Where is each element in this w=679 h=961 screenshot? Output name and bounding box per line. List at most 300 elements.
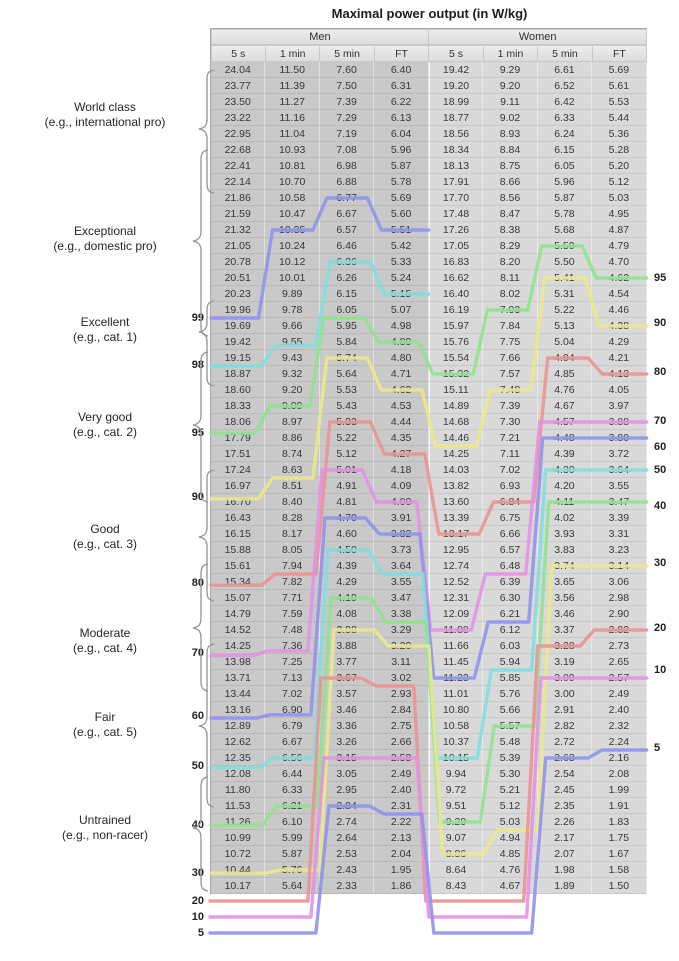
table-cell: 1.99 <box>592 782 646 798</box>
table-cell: 4.46 <box>592 302 646 318</box>
table-cell: 23.77 <box>211 78 265 94</box>
table-cell: 6.40 <box>374 62 428 78</box>
category-example: (e.g., cat. 5) <box>72 725 138 739</box>
table-cell: 2.17 <box>538 830 592 846</box>
table-cell: 20.78 <box>211 254 265 270</box>
table-cell: 19.69 <box>211 318 265 334</box>
table-cell: 9.43 <box>265 350 319 366</box>
table-cell: 4.95 <box>592 206 646 222</box>
column-header-men-ft: FT <box>374 45 429 62</box>
table-cell: 5.95 <box>320 318 374 334</box>
table-cell: 5.59 <box>538 238 592 254</box>
table-cell: 5.03 <box>592 190 646 206</box>
table-cell: 22.14 <box>211 174 265 190</box>
table-cell: 5.12 <box>320 446 374 462</box>
category-example: (e.g., cat. 3) <box>72 537 138 551</box>
table-cell: 4.85 <box>483 846 537 862</box>
table-cell: 7.02 <box>483 462 537 478</box>
table-cell: 9.09 <box>265 398 319 414</box>
table-cell: 5.61 <box>592 78 646 94</box>
table-cell: 3.80 <box>592 430 646 446</box>
table-cell: 2.74 <box>320 814 374 830</box>
table-cell: 2.49 <box>374 766 428 782</box>
percentile-label-right-40: 40 <box>654 500 667 512</box>
table-cell: 2.53 <box>320 846 374 862</box>
table-cell: 10.15 <box>429 750 483 766</box>
table-cell: 12.35 <box>211 750 265 766</box>
table-cell: 9.29 <box>429 814 483 830</box>
table-cell: 3.37 <box>538 622 592 638</box>
table-cell: 5.96 <box>374 142 428 158</box>
table-cell: 4.29 <box>592 334 646 350</box>
table-cell: 2.95 <box>320 782 374 798</box>
table-cell: 3.88 <box>592 414 646 430</box>
table-cell: 3.19 <box>538 654 592 670</box>
table-cell: 6.03 <box>483 638 537 654</box>
table-cell: 7.19 <box>320 126 374 142</box>
table-cell: 2.24 <box>592 734 646 750</box>
table-cell: 6.26 <box>320 270 374 286</box>
table-cell: 2.84 <box>320 798 374 814</box>
table-cell: 4.91 <box>320 478 374 494</box>
percentile-label-right-20: 20 <box>654 622 667 634</box>
table-cell: 3.39 <box>592 510 646 526</box>
table-cell: 18.56 <box>429 126 483 142</box>
table-cell: 5.22 <box>538 302 592 318</box>
percentile-label-left-20: 20 <box>191 895 204 907</box>
table-cell: 4.02 <box>538 510 592 526</box>
table-cell: 14.68 <box>429 414 483 430</box>
table-cell: 2.90 <box>592 606 646 622</box>
column-header-women-5-min: 5 min <box>537 45 592 62</box>
category-example: (e.g., cat. 1) <box>72 330 138 344</box>
table-cell: 9.72 <box>429 782 483 798</box>
table-cell: 3.64 <box>374 558 428 574</box>
chart-title: Maximal power output (in W/kg) <box>331 6 528 21</box>
table-cell: 4.71 <box>374 366 428 382</box>
table-cell: 3.20 <box>374 638 428 654</box>
group-header-women: Women <box>428 29 647 45</box>
table-cell: 5.53 <box>592 94 646 110</box>
category-label-world-class <box>6 100 204 130</box>
table-cell: 2.26 <box>538 814 592 830</box>
table-cell: 10.93 <box>265 142 319 158</box>
table-cell: 8.40 <box>265 494 319 510</box>
table-cell: 14.25 <box>211 638 265 654</box>
table-cell: 2.04 <box>374 846 428 862</box>
table-cell: 4.27 <box>374 446 428 462</box>
table-cell: 16.43 <box>211 510 265 526</box>
table-cell: 3.05 <box>320 766 374 782</box>
table-cell: 23.22 <box>211 110 265 126</box>
table-cell: 9.29 <box>483 62 537 78</box>
table-cell: 15.54 <box>429 350 483 366</box>
table-cell: 3.55 <box>592 478 646 494</box>
table-cell: 6.36 <box>320 254 374 270</box>
table-cell: 3.55 <box>374 574 428 590</box>
table-cell: 10.35 <box>265 222 319 238</box>
table-cell: 9.51 <box>429 798 483 814</box>
table-cell: 5.87 <box>538 190 592 206</box>
table-cell: 19.42 <box>211 334 265 350</box>
table-cell: 24.04 <box>211 62 265 78</box>
table-cell: 8.64 <box>429 862 483 878</box>
table-cell: 7.13 <box>265 670 319 686</box>
table-cell: 5.76 <box>483 686 537 702</box>
table-cell: 5.36 <box>592 126 646 142</box>
table-cell: 21.05 <box>211 238 265 254</box>
table-cell: 19.15 <box>211 350 265 366</box>
table-cell: 17.26 <box>429 222 483 238</box>
table-cell: 7.30 <box>483 414 537 430</box>
table-cell: 4.53 <box>374 398 428 414</box>
table-cell: 6.31 <box>374 78 428 94</box>
table-cell: 7.36 <box>265 638 319 654</box>
category-example: (e.g., cat. 2) <box>72 425 138 439</box>
table-cell: 5.15 <box>374 286 428 302</box>
table-cell: 2.45 <box>538 782 592 798</box>
table-cell: 8.75 <box>483 158 537 174</box>
table-cell: 7.39 <box>320 94 374 110</box>
table-cell: 6.42 <box>538 94 592 110</box>
table-cell: 13.44 <box>211 686 265 702</box>
table-cell: 6.39 <box>483 574 537 590</box>
table-cell: 18.60 <box>211 382 265 398</box>
table-cell: 2.32 <box>592 718 646 734</box>
table-cell: 20.51 <box>211 270 265 286</box>
table-cell: 5.12 <box>592 174 646 190</box>
table-cell: 4.48 <box>538 430 592 446</box>
table-cell: 2.40 <box>374 782 428 798</box>
table-cell: 4.94 <box>483 830 537 846</box>
table-cell: 2.43 <box>320 862 374 878</box>
table-cell: 8.17 <box>265 526 319 542</box>
table-cell: 21.32 <box>211 222 265 238</box>
table-cell: 5.96 <box>538 174 592 190</box>
table-cell: 16.19 <box>429 302 483 318</box>
table-cell: 11.53 <box>211 798 265 814</box>
table-cell: 2.31 <box>374 798 428 814</box>
table-cell: 15.34 <box>211 574 265 590</box>
table-cell: 7.25 <box>265 654 319 670</box>
table-cell: 2.65 <box>592 654 646 670</box>
table-cell: 6.79 <box>265 718 319 734</box>
table-cell: 12.95 <box>429 542 483 558</box>
table-cell: 14.25 <box>429 446 483 462</box>
table-cell: 5.84 <box>320 334 374 350</box>
table-cell: 12.52 <box>429 574 483 590</box>
table-cell: 2.33 <box>320 878 374 894</box>
table-cell: 3.64 <box>592 462 646 478</box>
table-cell: 3.67 <box>320 670 374 686</box>
table-cell: 1.98 <box>538 862 592 878</box>
table-cell: 2.58 <box>374 750 428 766</box>
table-cell: 6.93 <box>483 478 537 494</box>
table-cell: 10.01 <box>265 270 319 286</box>
table-cell: 5.43 <box>320 398 374 414</box>
table-cell: 6.48 <box>483 558 537 574</box>
table-cell: 12.08 <box>211 766 265 782</box>
table-cell: 4.50 <box>320 542 374 558</box>
table-cell: 7.75 <box>483 334 537 350</box>
percentile-label-left-10: 10 <box>191 911 204 923</box>
table-cell: 10.72 <box>211 846 265 862</box>
table-cell: 6.10 <box>265 814 319 830</box>
table-cell: 19.42 <box>429 62 483 78</box>
table-cell: 4.39 <box>538 446 592 462</box>
table-cell: 3.11 <box>374 654 428 670</box>
table-cell: 1.91 <box>592 798 646 814</box>
table-cell: 1.50 <box>592 878 646 894</box>
table-cell: 2.08 <box>592 766 646 782</box>
table-cell: 3.47 <box>592 494 646 510</box>
category-name: Good <box>90 522 120 536</box>
category-name: Moderate <box>79 626 131 640</box>
table-cell: 6.77 <box>320 190 374 206</box>
table-cell: 2.72 <box>538 734 592 750</box>
table-cell: 3.77 <box>320 654 374 670</box>
table-cell: 15.97 <box>429 318 483 334</box>
table-cell: 8.11 <box>483 270 537 286</box>
table-cell: 7.50 <box>320 78 374 94</box>
table-cell: 4.30 <box>538 462 592 478</box>
percentile-label-left-5: 5 <box>197 927 204 939</box>
table-cell: 3.83 <box>538 542 592 558</box>
table-cell: 18.34 <box>429 142 483 158</box>
table-cell: 4.13 <box>592 366 646 382</box>
table-cell: 17.48 <box>429 206 483 222</box>
table-cell: 15.61 <box>211 558 265 574</box>
table-cell: 5.20 <box>592 158 646 174</box>
table-cell: 9.11 <box>483 94 537 110</box>
table-cell: 6.13 <box>374 110 428 126</box>
table-cell: 5.57 <box>483 718 537 734</box>
table-cell: 6.22 <box>374 94 428 110</box>
table-cell: 6.56 <box>265 750 319 766</box>
table-cell: 2.13 <box>374 830 428 846</box>
table-cell: 5.42 <box>374 238 428 254</box>
category-name: Exceptional <box>73 224 137 238</box>
table-cell: 6.12 <box>483 622 537 638</box>
table-cell: 7.59 <box>265 606 319 622</box>
table-cell: 9.94 <box>429 766 483 782</box>
table-cell: 5.07 <box>374 302 428 318</box>
table-cell: 5.30 <box>483 766 537 782</box>
table-cell: 10.37 <box>429 734 483 750</box>
percentile-label-left-30: 30 <box>191 867 204 879</box>
table-cell: 9.89 <box>265 286 319 302</box>
table-cell: 2.98 <box>592 590 646 606</box>
table-cell: 4.79 <box>592 238 646 254</box>
table-cell: 2.35 <box>538 798 592 814</box>
table-cell: 14.03 <box>429 462 483 478</box>
table-cell: 3.38 <box>374 606 428 622</box>
table-cell: 17.24 <box>211 462 265 478</box>
table-cell: 8.43 <box>429 878 483 894</box>
table-cell: 21.59 <box>211 206 265 222</box>
percentile-label-left-99: 99 <box>191 312 204 324</box>
table-cell: 17.05 <box>429 238 483 254</box>
table-cell: 5.33 <box>374 254 428 270</box>
table-cell: 7.11 <box>483 446 537 462</box>
table-cell: 15.11 <box>429 382 483 398</box>
table-cell: 2.73 <box>592 638 646 654</box>
table-cell: 4.39 <box>320 558 374 574</box>
table-cell: 3.02 <box>374 670 428 686</box>
table-cell: 5.60 <box>374 206 428 222</box>
table-cell: 9.07 <box>429 830 483 846</box>
table-cell: 20.23 <box>211 286 265 302</box>
percentile-label-left-98: 98 <box>191 359 204 371</box>
table-cell: 10.24 <box>265 238 319 254</box>
table-cell: 7.39 <box>483 398 537 414</box>
table-cell: 5.50 <box>538 254 592 270</box>
table-cell: 8.86 <box>429 846 483 862</box>
table-cell: 4.67 <box>483 878 537 894</box>
percentile-label-right-80: 80 <box>654 366 667 378</box>
table-cell: 1.95 <box>374 862 428 878</box>
table-cell: 5.66 <box>483 702 537 718</box>
table-cell: 9.20 <box>265 382 319 398</box>
table-cell: 22.41 <box>211 158 265 174</box>
table-cell: 2.75 <box>374 718 428 734</box>
table-cell: 5.44 <box>592 110 646 126</box>
table-cell: 7.57 <box>483 366 537 382</box>
table-cell: 3.82 <box>374 526 428 542</box>
table-cell: 18.87 <box>211 366 265 382</box>
column-header-men-5-s: 5 s <box>211 45 266 62</box>
table-cell: 10.12 <box>265 254 319 270</box>
table-cell: 6.88 <box>320 174 374 190</box>
column-header-men-1-min: 1 min <box>265 45 320 62</box>
percentile-label-left-90: 90 <box>191 491 204 503</box>
column-header-women-1-min: 1 min <box>483 45 538 62</box>
table-cell: 3.09 <box>538 670 592 686</box>
table-cell: 15.07 <box>211 590 265 606</box>
table-cell: 4.67 <box>538 398 592 414</box>
table-cell: 3.06 <box>592 574 646 590</box>
table-cell: 5.53 <box>320 382 374 398</box>
table-cell: 4.70 <box>320 510 374 526</box>
table-cell: 4.60 <box>320 526 374 542</box>
table-cell: 5.04 <box>538 334 592 350</box>
table-cell: 11.04 <box>265 126 319 142</box>
column-header-women-ft: FT <box>592 45 647 62</box>
table-cell: 9.78 <box>265 302 319 318</box>
table-cell: 2.91 <box>538 702 592 718</box>
category-name: Very good <box>77 410 133 424</box>
table-cell: 13.82 <box>429 478 483 494</box>
table-cell: 6.90 <box>265 702 319 718</box>
table-cell: 6.24 <box>538 126 592 142</box>
table-cell: 2.07 <box>538 846 592 862</box>
table-cell: 15.76 <box>429 334 483 350</box>
table-cell: 4.54 <box>592 286 646 302</box>
table-cell: 16.83 <box>429 254 483 270</box>
percentile-label-right-70: 70 <box>654 415 667 427</box>
table-cell: 4.89 <box>374 334 428 350</box>
table-cell: 11.80 <box>211 782 265 798</box>
table-cell: 6.04 <box>374 126 428 142</box>
table-cell: 13.98 <box>211 654 265 670</box>
table-cell: 11.66 <box>429 638 483 654</box>
table-cell: 3.23 <box>592 542 646 558</box>
table-cell: 14.52 <box>211 622 265 638</box>
table-cell: 18.33 <box>211 398 265 414</box>
table-cell: 7.48 <box>265 622 319 638</box>
table-cell: 2.64 <box>320 830 374 846</box>
table-cell: 2.57 <box>592 670 646 686</box>
table-cell: 13.71 <box>211 670 265 686</box>
table-cell: 11.50 <box>265 62 319 78</box>
table-cell: 3.31 <box>592 526 646 542</box>
table-cell: 8.05 <box>265 542 319 558</box>
table-cell: 2.82 <box>592 622 646 638</box>
table-cell: 3.00 <box>538 686 592 702</box>
table-cell: 6.21 <box>483 606 537 622</box>
table-cell: 7.21 <box>483 430 537 446</box>
table-cell: 18.99 <box>429 94 483 110</box>
table-cell: 4.05 <box>592 382 646 398</box>
table-cell: 8.56 <box>483 190 537 206</box>
table-cell: 10.47 <box>265 206 319 222</box>
table-cell: 5.68 <box>538 222 592 238</box>
table-cell: 3.46 <box>538 606 592 622</box>
table-cell: 3.97 <box>592 398 646 414</box>
table-cell: 5.21 <box>483 782 537 798</box>
percentile-label-right-95: 95 <box>654 272 667 284</box>
table-cell: 7.02 <box>265 686 319 702</box>
table-cell: 9.20 <box>483 78 537 94</box>
table-cell: 4.98 <box>374 318 428 334</box>
table-cell: 4.35 <box>374 430 428 446</box>
table-cell: 21.86 <box>211 190 265 206</box>
table-cell: 8.97 <box>265 414 319 430</box>
table-cell: 6.57 <box>483 542 537 558</box>
table-cell: 11.23 <box>429 670 483 686</box>
table-cell: 5.31 <box>538 286 592 302</box>
table-cell: 4.76 <box>538 382 592 398</box>
table-cell: 5.87 <box>265 846 319 862</box>
table-cell: 6.05 <box>538 158 592 174</box>
table-cell: 3.72 <box>592 446 646 462</box>
table-cell: 7.93 <box>483 302 537 318</box>
category-name: World class <box>74 100 136 114</box>
table-cell: 2.54 <box>538 766 592 782</box>
table-cell: 3.73 <box>374 542 428 558</box>
table-cell: 1.89 <box>538 878 592 894</box>
table-cell: 9.66 <box>265 318 319 334</box>
table-cell: 6.33 <box>538 110 592 126</box>
table-cell: 4.76 <box>483 862 537 878</box>
table-cell: 8.28 <box>265 510 319 526</box>
table-cell: 8.38 <box>483 222 537 238</box>
table-cell: 10.44 <box>211 862 265 878</box>
table-cell: 7.60 <box>320 62 374 78</box>
table-cell: 11.27 <box>265 94 319 110</box>
category-name: Untrained <box>78 813 132 827</box>
table-cell: 6.15 <box>320 286 374 302</box>
table-cell: 8.02 <box>483 286 537 302</box>
table-cell: 4.20 <box>538 478 592 494</box>
table-cell: 6.84 <box>483 494 537 510</box>
table-cell: 3.98 <box>320 622 374 638</box>
percentile-label-left-80: 80 <box>191 577 204 589</box>
table-cell: 13.39 <box>429 510 483 526</box>
percentile-label-left-70: 70 <box>191 647 204 659</box>
group-header-men: Men <box>211 29 430 45</box>
table-cell: 13.16 <box>211 702 265 718</box>
